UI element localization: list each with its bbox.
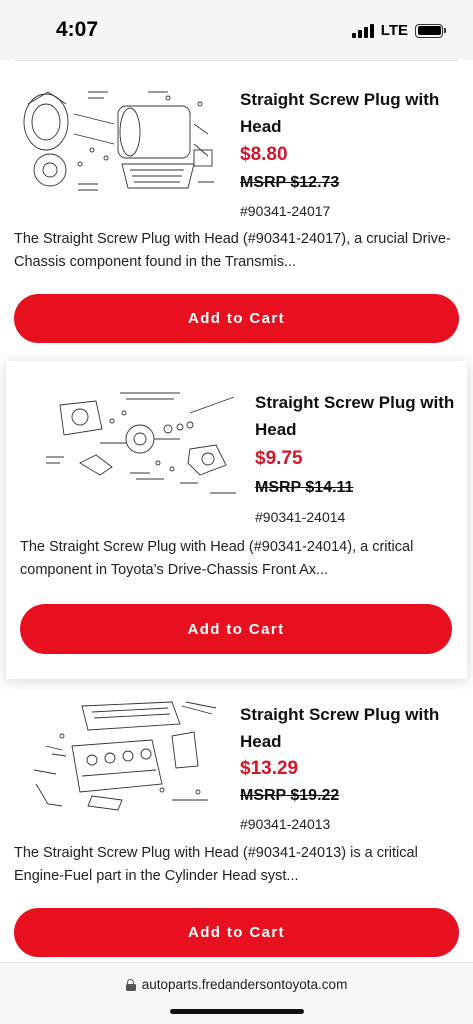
- front-axle-diagram-icon[interactable]: [40, 383, 240, 501]
- product-title[interactable]: Straight Screw Plug with Head: [240, 705, 440, 751]
- browser-address-bar[interactable]: [0, 962, 473, 1024]
- product-card: [6, 361, 467, 679]
- product-sku: #90341-24017: [240, 203, 331, 219]
- product-msrp: MSRP $19.22: [240, 787, 340, 804]
- product-price: $8.80: [240, 144, 288, 165]
- product-sku: #90341-24013: [240, 816, 331, 832]
- cylinder-head-diagram-icon[interactable]: [22, 696, 218, 814]
- product-price: $13.29: [240, 758, 299, 779]
- lock-icon: [126, 979, 136, 991]
- product-title[interactable]: Straight Screw Plug with Head: [240, 90, 440, 136]
- divider: [14, 60, 459, 61]
- status-indicators: [352, 22, 443, 39]
- product-price: $9.75: [255, 448, 303, 469]
- network-label: LTE: [380, 22, 408, 39]
- home-indicator[interactable]: [170, 1009, 304, 1014]
- add-to-cart-button[interactable]: Add to Cart: [14, 908, 459, 957]
- product-card: [0, 62, 473, 352]
- product-description: The Straight Screw Plug with Head (#90341-24017), a crucial Drive-Chassis component found in the Transmis...: [14, 231, 451, 270]
- transmission-diagram-icon[interactable]: [18, 84, 216, 204]
- product-description: The Straight Screw Plug with Head (#90341-24013) is a critical Engine-Fuel part in the Cylinder Head syst...: [14, 845, 418, 884]
- url-display[interactable]: [0, 977, 473, 992]
- battery-icon: [415, 24, 443, 38]
- status-bar: [0, 0, 473, 60]
- product-card: [0, 690, 473, 962]
- product-title[interactable]: Straight Screw Plug with Head: [255, 393, 455, 439]
- product-msrp: MSRP $14.11: [255, 479, 354, 496]
- product-sku: #90341-24014: [255, 509, 346, 525]
- url-text: autoparts.fredandersontoyota.com: [141, 977, 348, 992]
- signal-icon: [352, 24, 374, 38]
- add-to-cart-button[interactable]: Add to Cart: [14, 294, 459, 343]
- product-description: The Straight Screw Plug with Head (#90341-24014), a critical component in Toyota’s Drive-Chassis Front Ax...: [20, 539, 414, 578]
- status-time: 4:07: [56, 18, 99, 41]
- product-msrp: MSRP $12.73: [240, 174, 340, 191]
- add-to-cart-button[interactable]: Add to Cart: [20, 604, 452, 654]
